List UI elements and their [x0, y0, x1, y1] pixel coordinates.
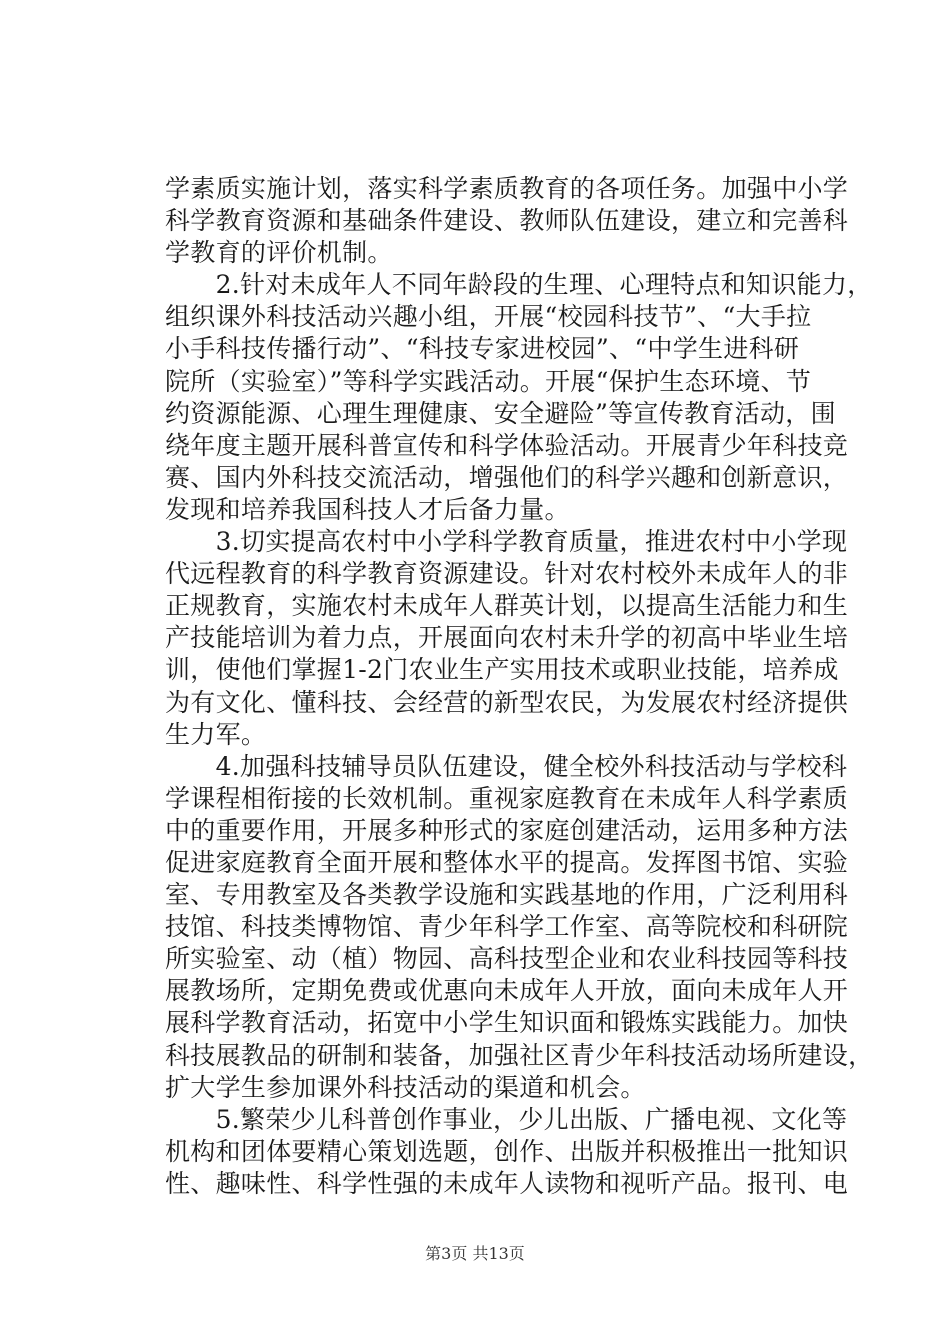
- text-line: 组织课外科技活动兴趣小组，开展“校园科技节”、“大手拉: [165, 302, 812, 332]
- text-line: 绕年度主题开展科普宣传和科学体验活动。开展青少年科技竞: [165, 430, 849, 460]
- text-line: 性、趣味性、科学性强的未成年人读物和视听产品。报刊、电: [165, 1168, 849, 1198]
- text-line: 正规教育，实施农村未成年人群英计划，以提高生活能力和生: [165, 591, 849, 621]
- text-line: 代远程教育的科学教育资源建设。针对农村校外未成年人的非: [165, 559, 849, 589]
- text-line: 学素质实施计划，落实科学素质教育的各项任务。加强中小学: [165, 174, 849, 203]
- text-line: 小手科技传播行动”、“科技专家进校园”、“中学生进科研: [165, 334, 800, 364]
- body-text: [165, 173, 874, 1200]
- text-line: 赛、国内外科技交流活动，增强他们的科学兴趣和创新意识，: [165, 462, 849, 492]
- text-line: 技馆、科技类博物馆、青少年科学工作室、高等院校和科研院: [165, 912, 849, 942]
- text-line: 2.针对未成年人不同年龄段的生理、心理特点和知识能力，: [165, 270, 873, 300]
- text-line: 展教场所，定期免费或优惠向未成年人开放，面向未成年人开: [165, 976, 849, 1006]
- text-line: 促进家庭教育全面开展和整体水平的提高。发挥图书馆、实验: [165, 847, 849, 877]
- text-line: 中的重要作用，开展多种形式的家庭创建活动，运用多种方法: [165, 815, 849, 845]
- text-line: 4.加强科技辅导员队伍建设，健全校外科技活动与学校科: [165, 751, 848, 781]
- text-line: 科学教育资源和基础条件建设、教师队伍建设，建立和完善科: [165, 206, 849, 236]
- page-number-label: 第3页 共13页: [425, 1244, 525, 1263]
- text-line: 约资源能源、心理生理健康、安全避险”等宣传教育活动，围: [165, 398, 836, 428]
- text-line: 扩大学生参加课外科技活动的渠道和机会。: [165, 1072, 646, 1102]
- text-line: 学教育的评价机制。: [165, 238, 393, 268]
- text-line: 产技能培训为着力点，开展面向农村未升学的初高中毕业生培: [165, 623, 849, 653]
- text-line: 所实验室、动（植）物园、高科技型企业和农业科技园等科技: [165, 944, 849, 974]
- text-line: 院所（实验室）”等科学实践活动。开展“保护生态环境、节: [165, 366, 812, 396]
- text-line: 5.繁荣少儿科普创作事业，少儿出版、广播电视、文化等: [165, 1104, 848, 1134]
- text-line: 为有文化、懂科技、会经营的新型农民，为发展农村经济提供: [165, 687, 849, 717]
- page-footer: [0, 1244, 950, 1264]
- text-line: 生力军。: [165, 719, 267, 749]
- text-line: 发现和培养我国科技人才后备力量。: [165, 494, 570, 524]
- text-line: 机构和团体要精心策划选题，创作、出版并积极推出一批知识: [165, 1136, 849, 1166]
- text-line: 学课程相衔接的长效机制。重视家庭教育在未成年人科学素质: [165, 783, 849, 813]
- text-line: 室、专用教室及各类教学设施和实践基地的作用，广泛利用科: [165, 880, 849, 910]
- text-line: 科技展教品的研制和装备，加强社区青少年科技活动场所建设，: [165, 1040, 874, 1070]
- text-line: 展科学教育活动，拓宽中小学生知识面和锻炼实践能力。加快: [165, 1008, 849, 1038]
- text-line: 训，使他们掌握1-2门农业生产实用技术或职业技能，培养成: [165, 655, 839, 685]
- text-line: 3.切实提高农村中小学科学教育质量，推进农村中小学现: [165, 527, 848, 557]
